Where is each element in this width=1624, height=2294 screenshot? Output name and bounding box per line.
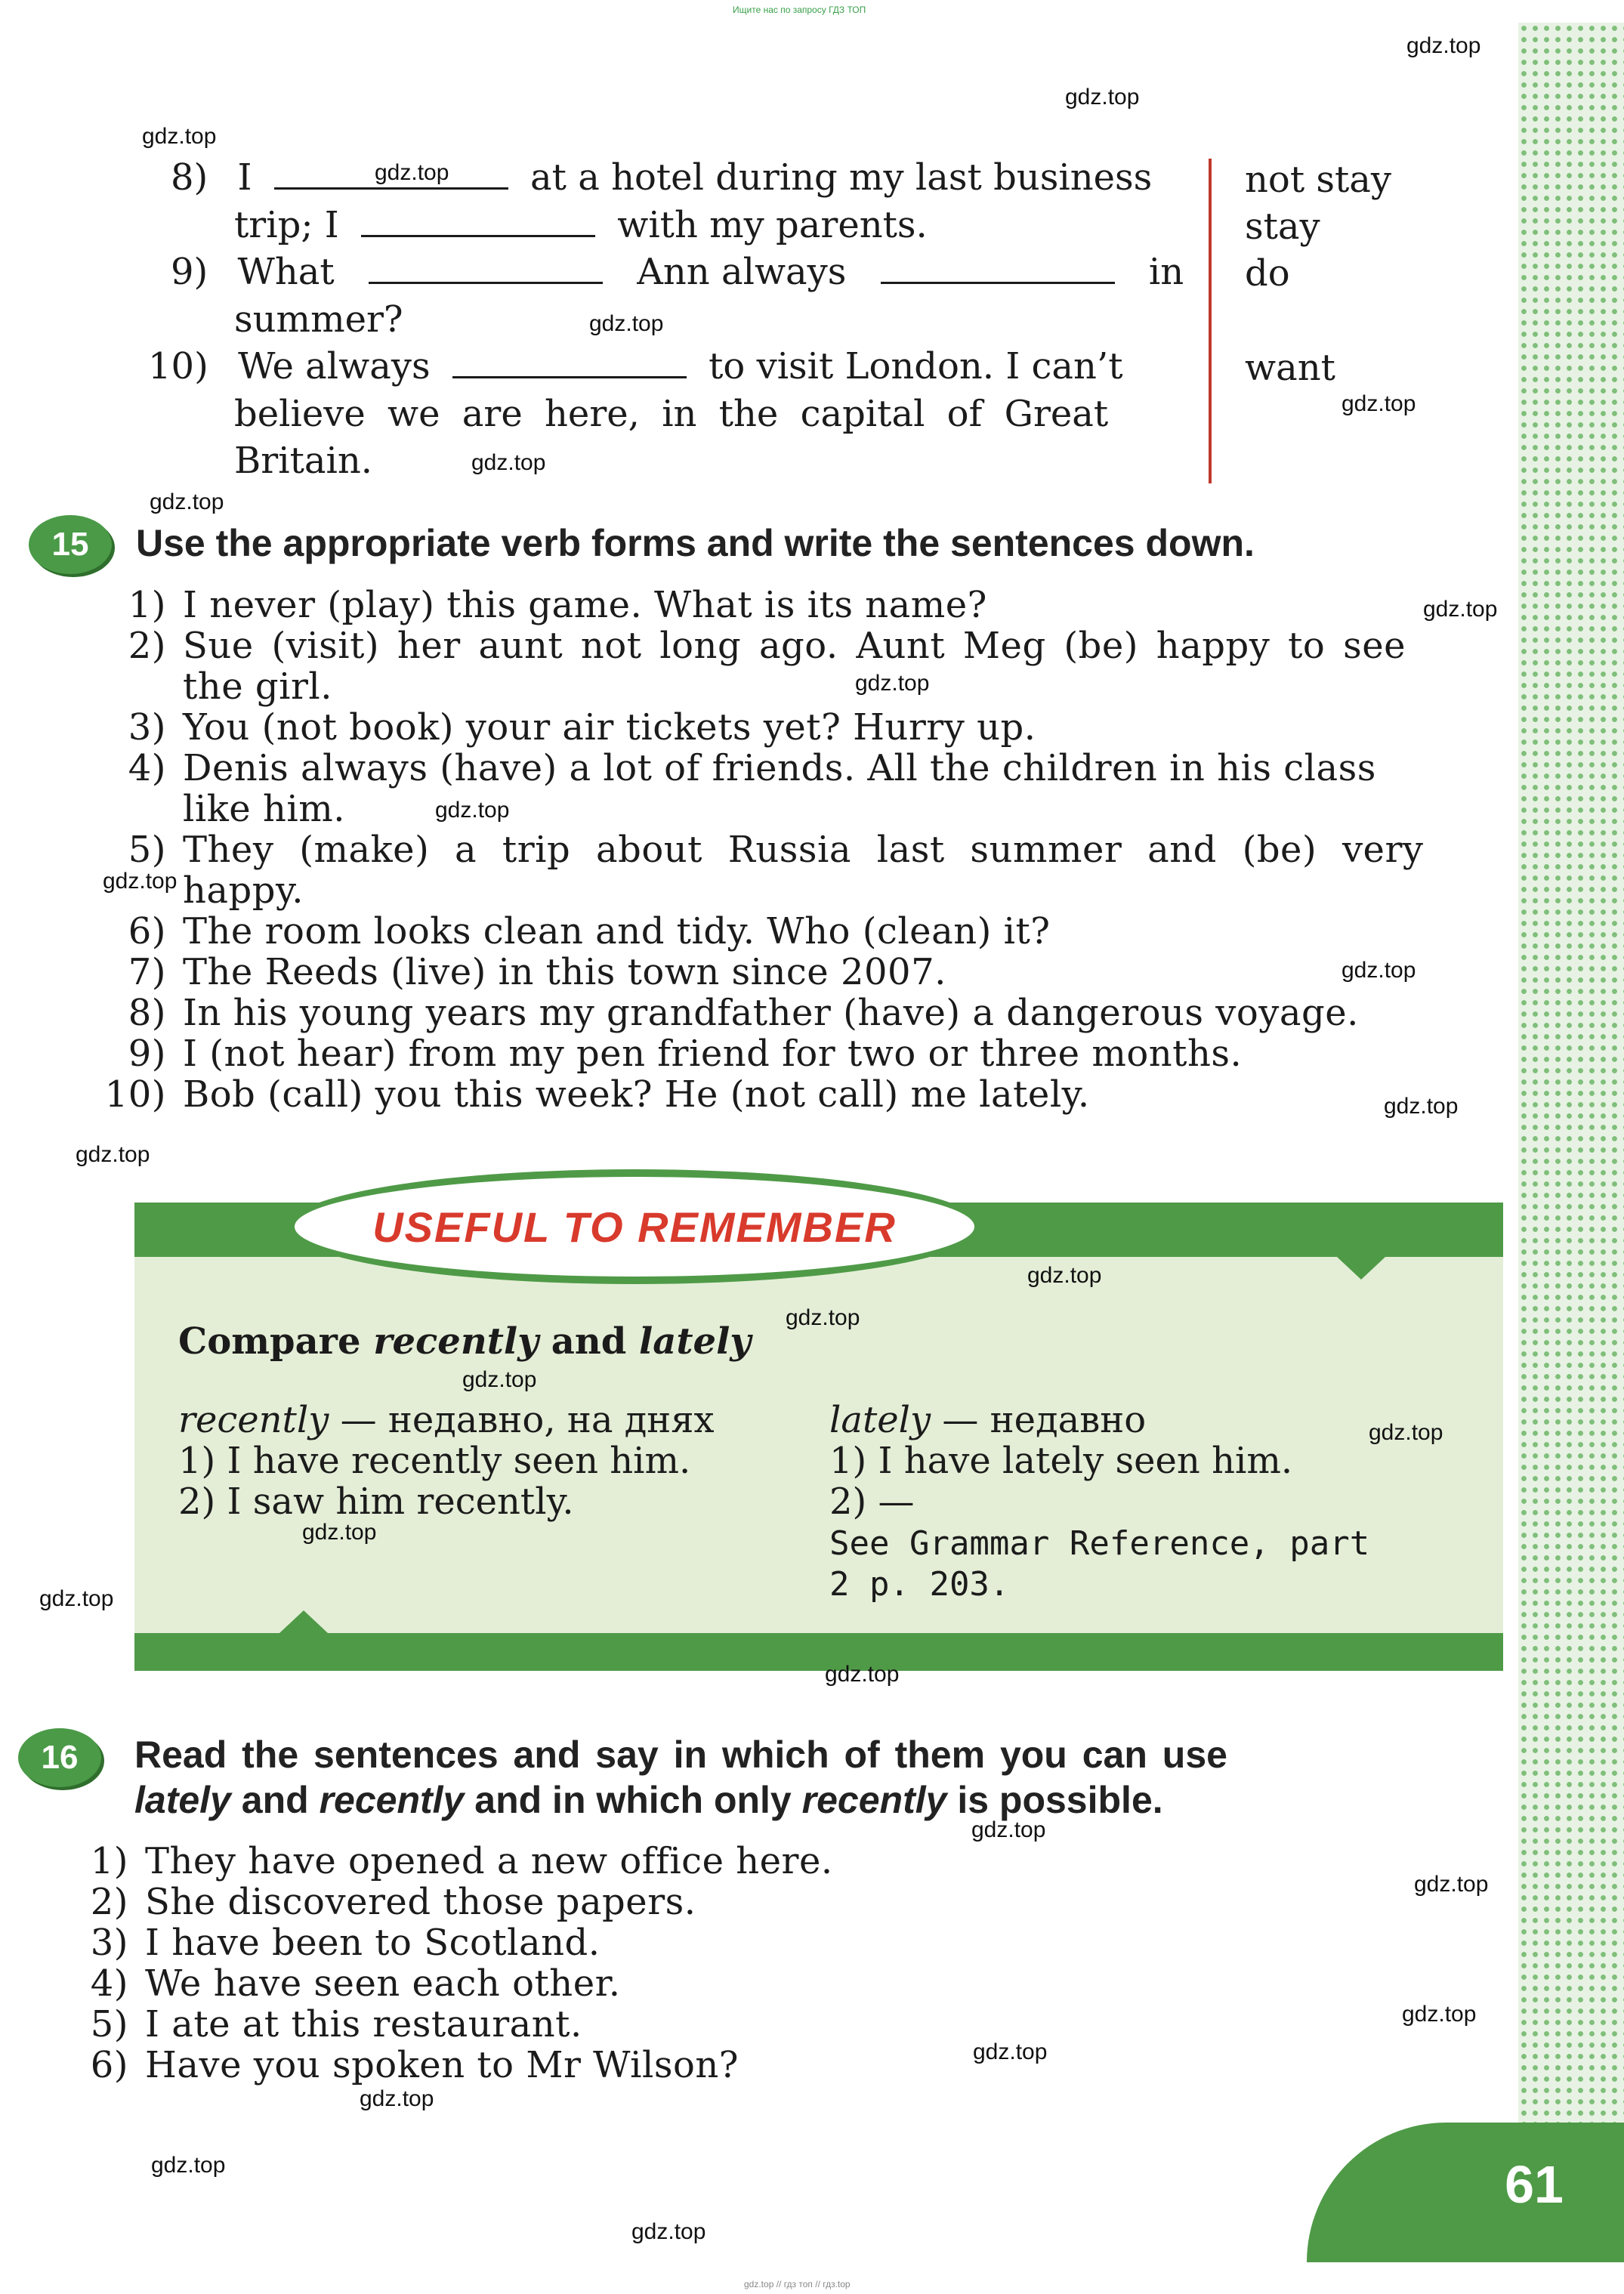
list-item: 9) I (not hear) from my pen friend for two or three months. [128, 1033, 1243, 1075]
answer-blank[interactable] [369, 252, 603, 284]
list-item: 2) She discovered those papers. [90, 1881, 696, 1923]
recently-definition: recently — недавно, на днях [178, 1399, 715, 1441]
watermark: gdz.top [971, 1817, 1046, 1842]
item-number: 9) [171, 251, 208, 293]
bottom-note: gdz.top // гдз топ // гдз.top [744, 2279, 851, 2289]
watermark: gdz.top [825, 1662, 900, 1687]
list-item: 3) I have been to Scotland. [90, 1922, 601, 1964]
item-number: 8) [171, 156, 208, 199]
list-item: 5) I ate at this restaurant. [90, 2003, 582, 2045]
watermark: gdz.top [435, 798, 510, 823]
ex14-item-8-line1 [171, 155, 1152, 200]
watermark: gdz.top [1414, 1872, 1489, 1897]
watermark: gdz.top [471, 450, 546, 475]
recently-example: 1) I have recently seen him. [178, 1440, 691, 1482]
list-item: 1) I never (play) this game. What is its name? [128, 584, 987, 626]
watermark: gdz.top [1384, 1094, 1459, 1119]
answer-blank[interactable] [881, 252, 1115, 284]
rule-box-title: USEFUL TO REMEMBER [372, 1203, 897, 1251]
verb-option: stay [1245, 205, 1320, 248]
rule-box-bottom-bar [134, 1633, 1503, 1671]
item-number: 10) [148, 345, 208, 387]
exercise-heading-line1: Read the sentences and say in which of them you can use [134, 1734, 1227, 1776]
list-item-continuation: happy. [183, 869, 304, 912]
watermark: gdz.top [76, 1142, 150, 1167]
ex14-item-10-line1 [148, 344, 1123, 389]
list-item: 1) They have opened a new office here. [90, 1840, 833, 1882]
list-item: 6) Have you spoken to Mr Wilson? [90, 2044, 739, 2086]
watermark: gdz.top [589, 311, 664, 336]
ex14-item-10-line3: Britain. [234, 440, 372, 482]
decorative-notch [1337, 1257, 1385, 1280]
column-divider [1209, 159, 1212, 483]
dotted-page-edge [1518, 23, 1624, 2236]
verb-option: not stay [1245, 159, 1392, 201]
grammar-reference-page: 2 p. 203. [829, 1565, 1010, 1604]
list-item: 6) The room looks clean and tidy. Who (clean) it? [128, 910, 1051, 952]
item-text: with my parents. [617, 204, 928, 246]
item-text: What [237, 251, 335, 293]
lately-definition: lately — недавно [829, 1399, 1147, 1441]
ex14-item-9-line2: summer? [234, 298, 403, 341]
verb-option: do [1245, 252, 1290, 295]
exercise-badge: 16 [18, 1728, 101, 1787]
watermark: gdz.top [1402, 2002, 1477, 2027]
watermark: gdz.top [855, 671, 930, 696]
item-text: in [1148, 251, 1184, 293]
ex14-item-10-line2: believe we are here, in the capital of Great [234, 393, 1109, 435]
verb-option: want [1245, 347, 1335, 389]
watermark: gdz.top [1027, 1263, 1102, 1288]
recently-example: 2) I saw him recently. [178, 1480, 574, 1523]
watermark: gdz.top [375, 160, 449, 185]
watermark: gdz.top [631, 2219, 706, 2244]
item-text: trip; I [234, 204, 339, 246]
watermark: gdz.top [786, 1305, 860, 1330]
compare-heading: Compare recently and lately [178, 1320, 752, 1363]
item-text: I [237, 156, 252, 199]
lately-example: 2) — [829, 1480, 915, 1523]
watermark: gdz.top [462, 1367, 537, 1392]
page-number-tab [1307, 2123, 1624, 2262]
answer-blank[interactable] [361, 205, 595, 237]
list-item: 7) The Reeds (live) in this town since 2007. [128, 951, 946, 993]
watermark: gdz.top [1065, 85, 1140, 110]
watermark: gdz.top [150, 489, 224, 514]
list-item: 4) We have seen each other. [90, 1962, 621, 2005]
watermark: gdz.top [1369, 1420, 1443, 1445]
top-note: Ищите нас по запросу ГДЗ ТОП [733, 5, 866, 15]
item-text: to visit London. I can’t [709, 345, 1123, 387]
page-number: 61 [1505, 2155, 1564, 2214]
decorative-notch [279, 1610, 328, 1633]
list-item: 3) You (not book) your air tickets yet? Hurry up. [128, 706, 1036, 749]
ex14-item-8-line2 [234, 202, 928, 248]
list-item: 8) In his young years my grandfather (have) a dangerous voyage. [128, 992, 1359, 1034]
watermark: gdz.top [142, 124, 217, 149]
watermark: gdz.top [103, 869, 178, 894]
watermark: gdz.top [39, 1586, 114, 1611]
list-item: 5) They (make) a trip about Russia last summer and (be) very [128, 829, 1424, 871]
list-item-continuation: the girl. [183, 665, 332, 708]
list-item: 10) Bob (call) you this week? He (not call) me lately. [104, 1073, 1090, 1116]
ex14-item-9-line1 [171, 249, 1184, 295]
watermark: gdz.top [360, 2086, 434, 2111]
rule-box-title-oval [287, 1169, 982, 1284]
watermark: gdz.top [302, 1520, 377, 1545]
watermark: gdz.top [151, 2153, 226, 2178]
answer-blank[interactable] [452, 346, 687, 378]
watermark: gdz.top [1341, 958, 1416, 983]
item-text: at a hotel during my last business [530, 156, 1153, 199]
lately-example: 1) I have lately seen him. [829, 1440, 1293, 1482]
list-item: 2) Sue (visit) her aunt not long ago. Aunt Meg (be) happy to see [128, 625, 1406, 667]
exercise-heading-line2: lately and recently and in which only recently is possible. [134, 1779, 1163, 1821]
watermark: gdz.top [973, 2039, 1048, 2064]
watermark: gdz.top [1341, 391, 1416, 416]
item-text: Ann always [637, 251, 847, 293]
watermark: gdz.top [1423, 597, 1498, 622]
grammar-reference-link[interactable]: See Grammar Reference, part [829, 1524, 1370, 1563]
watermark: gdz.top [1406, 33, 1481, 58]
exercise-heading: Use the appropriate verb forms and write the sentences down. [136, 522, 1255, 564]
list-item: 4) Denis always (have) a lot of friends. All the children in his class [128, 747, 1376, 789]
list-item-continuation: like him. [183, 788, 345, 830]
exercise-badge: 15 [29, 515, 112, 574]
item-text: We always [238, 345, 431, 387]
